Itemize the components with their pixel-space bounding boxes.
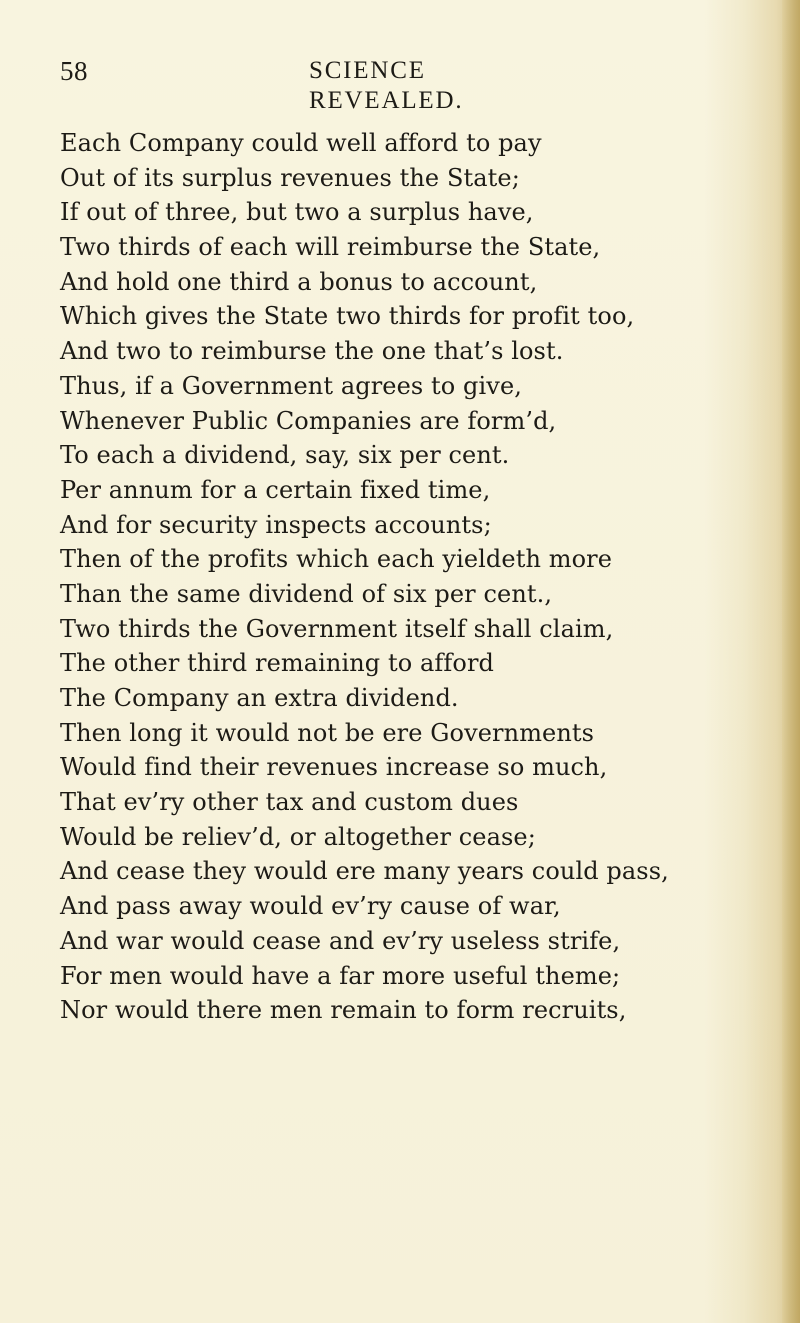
poem-line: That ev’ry other tax and custom dues — [60, 788, 519, 817]
poem-line: And hold one third a bonus to account, — [60, 267, 538, 296]
poem-line: Than the same dividend of six per cent., — [60, 579, 553, 608]
poem-text — [60, 126, 780, 1028]
page-header — [60, 56, 580, 114]
poem-line: Nor would there men remain to form recruits, — [60, 996, 627, 1025]
poem-line: And war would cease and ev’ry useless strife, — [60, 926, 621, 955]
poem-line: To each a dividend, say, six per cent. — [60, 441, 510, 470]
poem-line: Then long it would not be ere Governments — [60, 718, 595, 747]
poem-line: Which gives the State two thirds for profit too, — [60, 302, 635, 331]
poem-line: Per annum for a certain fixed time, — [60, 475, 491, 504]
poem-line: And pass away would ev’ry cause of war, — [60, 892, 561, 921]
poem-line: Would find their revenues increase so much, — [60, 753, 608, 782]
poem-line: Then of the profits which each yieldeth more — [60, 545, 613, 574]
poem-line: For men would have a far more useful theme; — [60, 961, 621, 990]
poem-line: Out of its surplus revenues the State; — [60, 163, 520, 192]
poem-line: Thus, if a Government agrees to give, — [60, 371, 522, 400]
poem-line: Would be reliev’d, or altogether cease; — [60, 822, 536, 851]
poem-line: The Company an extra dividend. — [60, 684, 459, 712]
page-edge-shading — [782, 0, 800, 1323]
poem-line: If out of three, but two a surplus have, — [60, 198, 534, 227]
running-title: SCIENCE REVEALED. — [309, 57, 464, 114]
poem-line: The other third remaining to afford — [60, 649, 494, 678]
poem-line: And for security inspects accounts; — [60, 510, 492, 539]
poem-line: And two to reimburse the one that’s lost. — [60, 337, 564, 366]
poem-line: Each Company could well afford to pay — [60, 129, 542, 157]
poem-line: Whenever Public Companies are form’d, — [60, 406, 557, 435]
poem-line: And cease they would ere many years could pass, — [60, 857, 669, 886]
poem-line: Two thirds of each will reimburse the State, — [60, 233, 601, 262]
page-number: 58 — [60, 56, 88, 86]
poem-line: Two thirds the Government itself shall claim, — [60, 614, 614, 643]
